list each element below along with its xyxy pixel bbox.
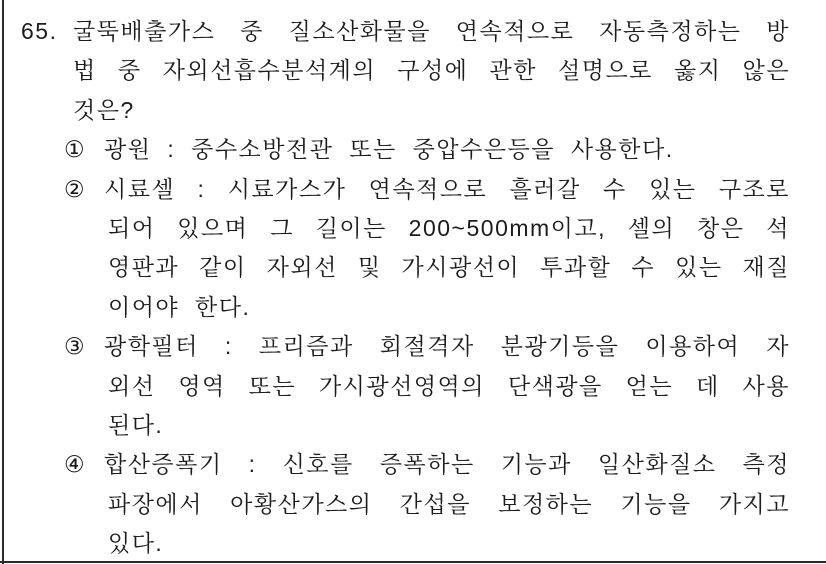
option-2-text-line-2: 되어 있으며 그 길이는 200~500mm이고, 셀의 창은 석 bbox=[108, 214, 790, 241]
question-text: 굴뚝배출가스 중 질소산화물을 연속적으로 자동측정하는 방 bbox=[73, 18, 790, 44]
question-block bbox=[0, 12, 826, 563]
option-4-text-line-3: 있다. bbox=[108, 530, 164, 557]
option-1 bbox=[0, 130, 790, 169]
option-4 bbox=[0, 445, 790, 484]
question-stem-line-1 bbox=[0, 12, 790, 51]
option-2-text: 시료셀 : 시료가스가 연속적으로 흘러갈 수 있는 구조로 bbox=[104, 175, 790, 202]
option-3-text-line-3: 된다. bbox=[108, 411, 164, 438]
option-3-text-line-2: 외선 영역 또는 가시광선영역의 단색광을 얻는 데 사용 bbox=[108, 372, 790, 399]
option-4-text-line-2: 파장에서 아황산가스의 간섭을 보정하는 기능을 가지고 bbox=[108, 490, 790, 517]
option-2 bbox=[0, 170, 790, 209]
option-4-marker: ④ bbox=[64, 451, 87, 478]
question-number: 65. bbox=[21, 18, 58, 44]
option-3-marker: ③ bbox=[64, 333, 87, 360]
option-1-marker: ① bbox=[64, 136, 87, 163]
option-3 bbox=[0, 327, 790, 366]
option-2-text-line-4: 이어야 한다. bbox=[108, 293, 251, 320]
option-1-text: 광원 : 중수소방전관 또는 중압수은등을 사용한다. bbox=[104, 136, 674, 163]
bottom-page-rule bbox=[0, 561, 826, 563]
question-stem-line-3: 것은? bbox=[73, 96, 135, 123]
option-2-marker: ② bbox=[64, 175, 87, 202]
option-2-text-line-3: 영판과 같이 자외선 및 가시광선이 투과할 수 있는 재질 bbox=[108, 254, 790, 281]
option-3-text: 광학필터 : 프리즘과 회절격자 분광기등을 이용하여 자 bbox=[104, 333, 790, 360]
option-4-text: 합산증폭기 : 신호를 증폭하는 기능과 일산화질소 측정 bbox=[104, 451, 790, 478]
question-stem-line-2: 법 중 자외선흡수분석계의 구성에 관한 설명으로 옳지 않은 bbox=[73, 57, 790, 84]
